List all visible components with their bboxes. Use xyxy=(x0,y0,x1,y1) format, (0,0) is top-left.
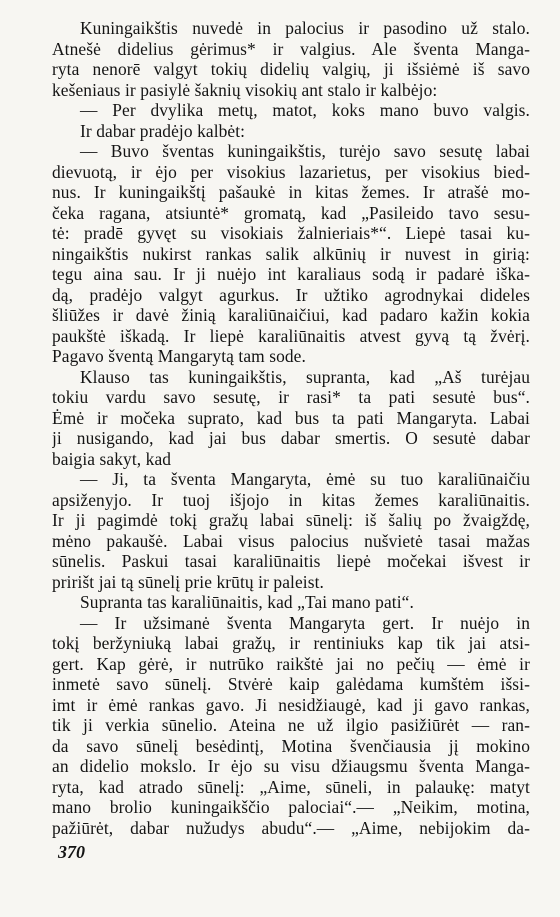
text-line: Ėmė ir močeka suprato, kad bus ta pati Mangaryta. Labai xyxy=(52,407,530,428)
text-line: gert. Kap gėrė, ir nutrūko raikštė jai no pečių — ėmė ir xyxy=(52,653,530,674)
text-line: kešeniaus ir pasiylė šaknių visokių ant stalo ir kalbėjo: xyxy=(52,79,438,100)
text-line: ryta nenorē valgyt tokių didelių valgių, ji išsiėmė iš savo xyxy=(52,59,530,79)
text-line: paukštė iškadą. Ir liepė karaliūnaitis atvest gyvą tą žvėrį. xyxy=(52,325,530,346)
text-line: dą, pradėjo valgyt agurkus. Ir užtiko agrodnykai dideles xyxy=(52,284,530,305)
text-line: mano brolio kuningaikščio palociai“.— „Neikim, motina, xyxy=(52,797,530,817)
text-line: čeka ragana, atsiuntė* gromatą, kad „Pasileido tavo sesu- xyxy=(52,202,530,223)
text-line: ningaikštis nukirst rankas salik alkūnių ir nuvest in girią: xyxy=(52,243,530,264)
text-line: sūnelis. Paskui tasai karaliūnaitis liepė močekai išvest ir xyxy=(52,551,530,571)
text-line: šliūžes ir davė žinią karaliūnaičiui, kad padaro kažin kokia xyxy=(52,305,530,325)
text-line: baigia sakyt, kad xyxy=(52,448,172,469)
text-line: Atnešė didelius gėrimus* ir valgius. Ale šventa Manga- xyxy=(52,38,530,59)
text-line: Kuningaikštis nuvedė in palocius ir pasodino už stalo. xyxy=(80,18,530,38)
text-line: tė: pradē gyvęt su visokiais žalnieriais*“. Liepė tasai ku- xyxy=(52,223,530,243)
page-body xyxy=(52,18,530,838)
text-line: — Ir užsimanė šventa Mangaryta gert. Ir nuėjo in xyxy=(80,612,530,633)
text-line: da savo sūnelį besėdintį, Motina švenčiausia jį mokino xyxy=(52,735,530,756)
text-line: ji nusigando, kad jai bus dabar smertis. O sesutė dabar xyxy=(52,428,530,448)
text-line: nus. Ir kuningaikštį pašaukė in kitas žemes. Ir atrašė mo- xyxy=(52,182,530,202)
text-line: — Per dvylika metų, matot, koks mano buvo valgis. xyxy=(80,100,530,120)
text-line: pririšt jai tą sūnelį prie krūtų ir paleist. xyxy=(52,571,324,592)
text-line: apsiženyjo. Ir tuoj išjojo in kitas žemes karaliūnaitis. xyxy=(52,489,530,510)
text-line: tokį beržyniuką labai gražų, ir rentiniuks kap tik jai atsi- xyxy=(52,633,530,653)
text-line: tik ji verkia sūnelio. Ateina ne už ilgio pasižiūrėt — ran- xyxy=(52,715,530,735)
text-line: pažiūrėt, dabar nužudys abudu“.— „Aime, nebijokim da- xyxy=(52,817,530,838)
text-line: tokiu vardu savo sesutę, ir rasi* ta pati sesutė bus“. xyxy=(52,387,530,407)
text-line: Supranta tas karaliūnaitis, kad „Tai mano pati“. xyxy=(80,592,414,612)
text-line: imt ir ėmė rankas gavo. Ji nesidžiaugė, kad ji gavo rankas, xyxy=(52,694,530,715)
text-line: an didelio mokslo. Ir ėjo su visu džiaugsmu šventa Manga- xyxy=(52,756,530,776)
text-line: — Ji, ta šventa Mangaryta, ėmė su tuo karaliūnaičiu xyxy=(80,469,530,489)
text-line: Klauso tas kuningaikštis, supranta, kad „Aš turėjau xyxy=(80,366,530,387)
text-line: — Buvo šventas kuningaikštis, turėjo savo sesutę labai xyxy=(80,141,530,161)
text-line: Ir ji pagimdė tokį gražų labai sūnelį: iš šalių po žvaigždę, xyxy=(52,510,530,530)
page-number: 370 xyxy=(58,842,85,862)
text-line: inmetė savo sūnelį. Stvėrė kaip galėdama kumštėm išsi- xyxy=(52,674,530,694)
text-line: tegu aina sau. Ir ji nuėjo int karaliaus sodą ir padarė iška- xyxy=(52,264,530,284)
text-line: Ir dabar pradėjo kalbėt: xyxy=(80,120,246,141)
text-line: ryta, kad atrado sūnelį: „Aime, sūneli, in palaukę: matyt xyxy=(52,776,530,797)
text-line: dievuotą, ir ėjo per visokius lazarietus, per visokius bied- xyxy=(52,161,530,182)
text-line: Pagavo šventą Mangarytą tam sode. xyxy=(52,346,306,366)
text-line: mėno pakaušė. Labai visus palocius nušvietė tasai mažas xyxy=(52,530,530,551)
